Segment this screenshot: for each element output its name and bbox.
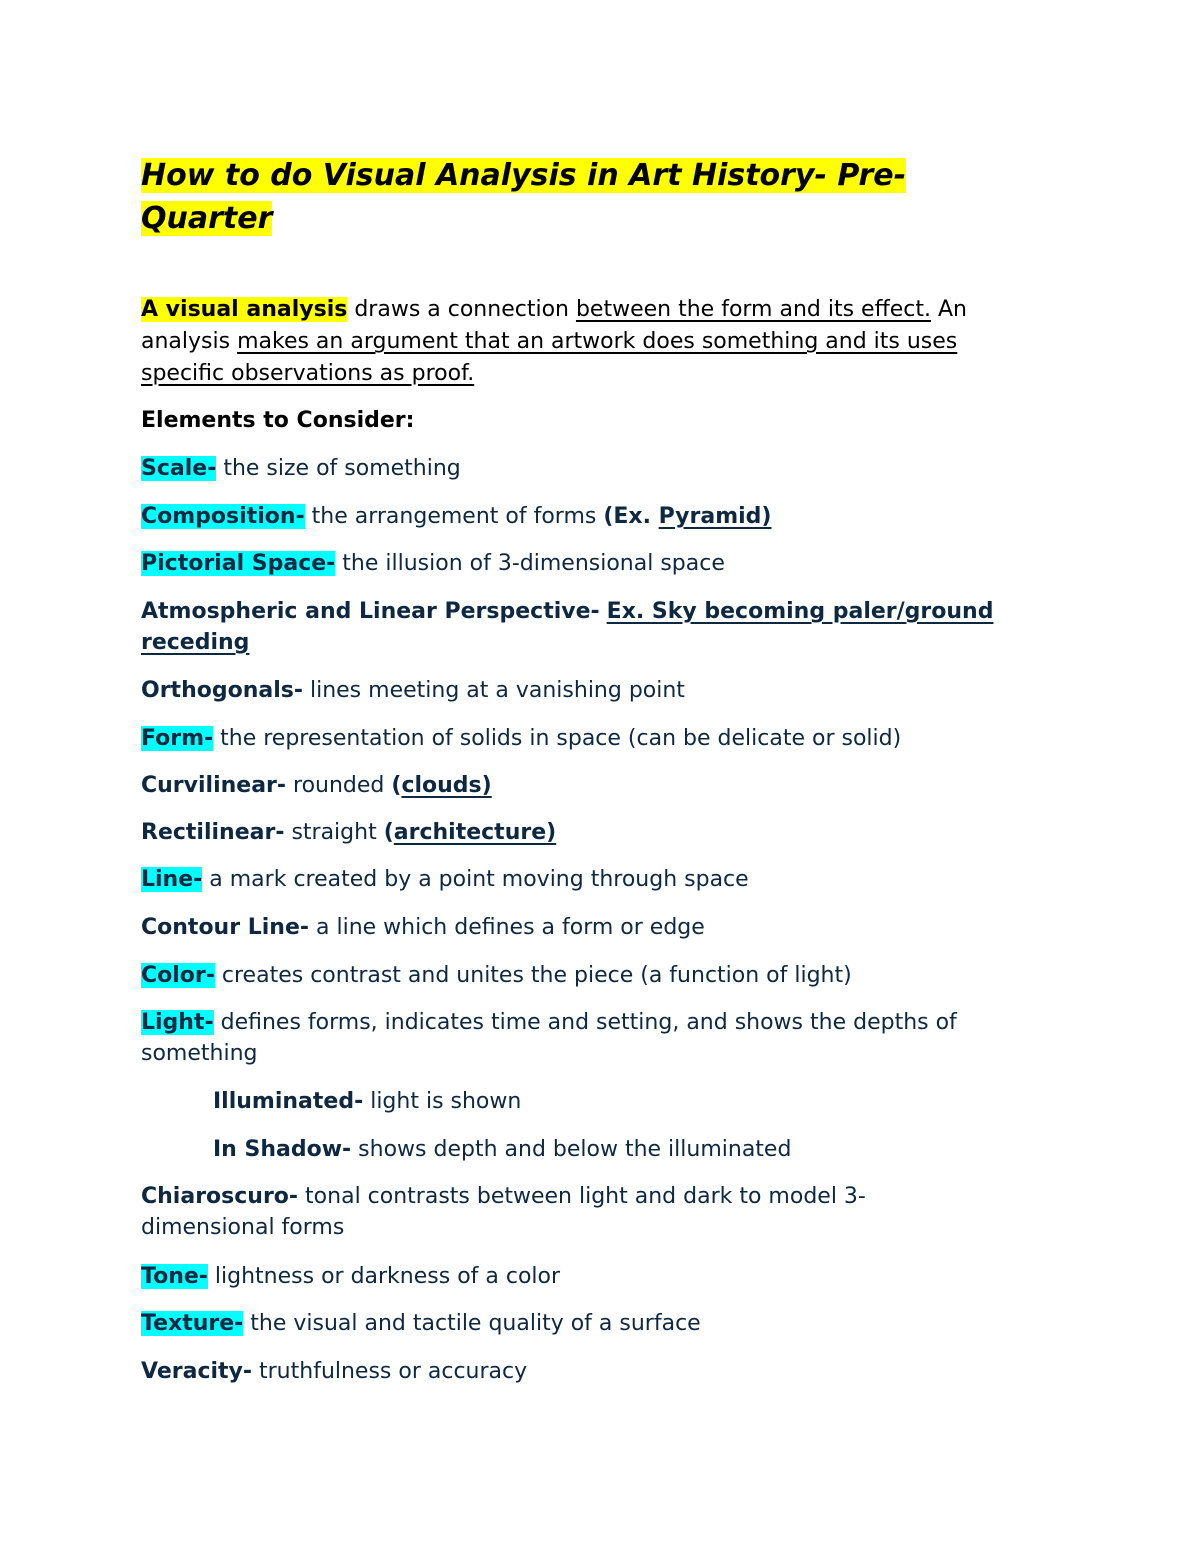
item-definition: shows depth and below the illuminated bbox=[351, 1137, 792, 1162]
item-illuminated bbox=[213, 1086, 1143, 1117]
item-extra-prefix: ( bbox=[391, 773, 402, 798]
item-perspective bbox=[141, 596, 1071, 658]
item-veracity bbox=[141, 1356, 1071, 1387]
item-scale bbox=[141, 453, 1071, 484]
item-term: Chiaroscuro- bbox=[141, 1184, 299, 1209]
item-texture bbox=[141, 1308, 1071, 1339]
item-term: Veracity- bbox=[141, 1359, 253, 1384]
item-definition: a mark created by a point moving through space bbox=[202, 867, 749, 892]
item-contour-line bbox=[141, 912, 1071, 943]
item-composition bbox=[141, 501, 1071, 532]
item-term: Line- bbox=[141, 867, 203, 892]
item-term: Contour Line- bbox=[141, 915, 309, 940]
item-example: architecture) bbox=[393, 820, 557, 845]
item-term: Texture- bbox=[141, 1311, 244, 1336]
item-definition: lightness or darkness of a color bbox=[207, 1264, 561, 1289]
item-line bbox=[141, 864, 1071, 895]
title-line-2: Quarter bbox=[141, 201, 273, 236]
item-term: Pictorial Space- bbox=[141, 551, 336, 576]
intro-underline-2: makes an argument that an artwork does something and its uses specific observations as proof. bbox=[141, 329, 958, 386]
item-definition: the representation of solids in space (can be delicate or solid) bbox=[213, 726, 902, 751]
item-term: Scale- bbox=[141, 456, 217, 481]
intro-term: A visual analysis bbox=[141, 297, 348, 322]
document-title bbox=[141, 154, 1021, 240]
item-definition: rounded bbox=[286, 773, 392, 798]
item-tone bbox=[141, 1261, 1071, 1292]
item-extra-prefix: (Ex. bbox=[603, 504, 659, 529]
intro-paragraph bbox=[141, 294, 1041, 390]
item-definition: tonal contrasts between light and dark to model 3-dimensional forms bbox=[141, 1184, 866, 1240]
item-term: Illuminated- bbox=[213, 1089, 364, 1114]
elements-heading: Elements to Consider: bbox=[141, 408, 415, 433]
item-term: In Shadow- bbox=[213, 1137, 352, 1162]
item-definition: lines meeting at a vanishing point bbox=[302, 678, 685, 703]
item-term: Atmospheric and Linear Perspective- bbox=[141, 599, 600, 624]
item-example: clouds) bbox=[401, 773, 492, 798]
item-term: Tone- bbox=[141, 1264, 208, 1289]
item-term: Curvilinear- bbox=[141, 773, 287, 798]
item-definition: defines forms, indicates time and setting, and shows the depths of something bbox=[141, 1010, 957, 1066]
item-example: Pyramid) bbox=[658, 504, 772, 529]
item-definition: creates contrast and unites the piece (a function of light) bbox=[214, 963, 852, 988]
item-term: Form- bbox=[141, 726, 214, 751]
item-light bbox=[141, 1007, 1071, 1069]
item-definition: straight bbox=[284, 820, 384, 845]
item-definition: the arrangement of forms bbox=[304, 504, 604, 529]
item-chiaroscuro bbox=[141, 1181, 931, 1243]
item-in-shadow bbox=[213, 1134, 1143, 1165]
item-extra-prefix: ( bbox=[383, 820, 394, 845]
item-definition bbox=[600, 599, 607, 624]
intro-text-2: An analysis bbox=[141, 297, 967, 354]
item-pictorial-space bbox=[141, 548, 1071, 579]
item-term: Color- bbox=[141, 963, 215, 988]
title-line-1: How to do Visual Analysis in Art History- Pre- bbox=[141, 158, 907, 193]
item-rectilinear bbox=[141, 817, 1071, 848]
item-term: Light- bbox=[141, 1010, 214, 1035]
item-definition: the illusion of 3-dimensional space bbox=[335, 551, 725, 576]
intro-text-1: draws a connection bbox=[347, 297, 576, 322]
item-definition: light is shown bbox=[363, 1089, 522, 1114]
item-form bbox=[141, 723, 1071, 754]
item-color bbox=[141, 960, 1071, 991]
item-definition: the visual and tactile quality of a surface bbox=[243, 1311, 701, 1336]
item-definition: a line which defines a form or edge bbox=[309, 915, 705, 940]
item-definition: the size of something bbox=[216, 456, 461, 481]
item-curvilinear bbox=[141, 770, 1071, 801]
intro-underline-1: between the form and its effect. bbox=[575, 297, 931, 322]
item-term: Rectilinear- bbox=[141, 820, 285, 845]
item-example: Ex. Sky becoming paler/ground receding bbox=[141, 599, 994, 655]
item-term: Composition- bbox=[141, 504, 305, 529]
item-definition: truthfulness or accuracy bbox=[252, 1359, 528, 1384]
item-term: Orthogonals- bbox=[141, 678, 303, 703]
item-orthogonals bbox=[141, 675, 1071, 706]
